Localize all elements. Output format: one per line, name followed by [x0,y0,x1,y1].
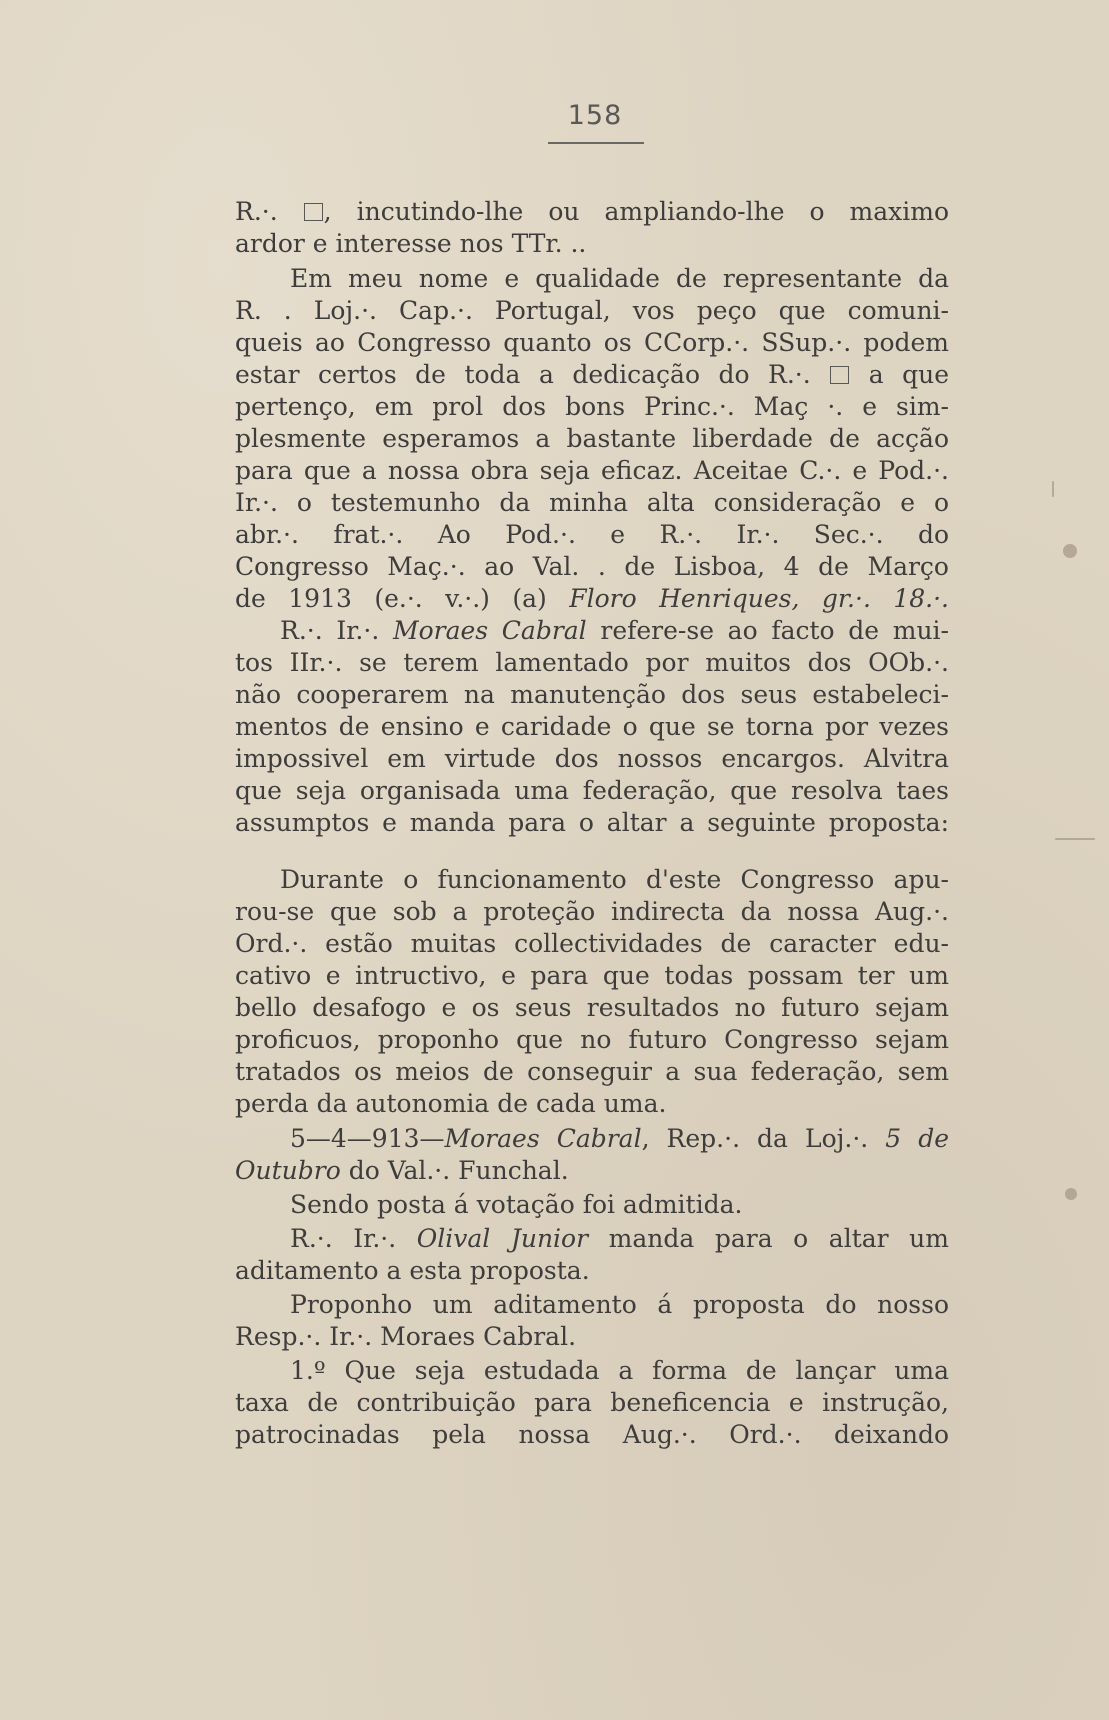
lodge-name-cont: Outubro [235,1156,341,1185]
text-line-23: Ord.·. estão muitas collectividades de caracter edu- [235,929,949,958]
lodge-name: 5 de [885,1124,949,1153]
text-line-32: R.·. Ir.·. Olival Junior manda para o altar um [290,1224,949,1253]
text-line-5: queis ao Congresso quanto os CCorp.·. SSup.·. podem [235,328,949,357]
text-line-15: tos IIr.·. se terem lamentado por muitos dos OOb.·. [235,648,949,677]
signature-name: Floro Henriques, gr.·. 18.·. [569,584,949,613]
text-line-2: ardor e interesse nos TTr. .. [235,229,587,258]
text-line-20: assumptos e manda para o altar a seguinte proposta: [235,808,949,837]
paper-stain [1065,1188,1077,1200]
text-line-1: R.·. , incutindo-lhe ou ampliando-lhe o maximo [235,197,949,226]
text-line-13: de 1913 (e.·. v.·.) (a) Floro Henriques, gr.·. 18.·. [235,584,949,613]
text-line-25: bello desafogo e os seus resultados no futuro sejam [235,993,949,1022]
text-line-4: R. . Loj.·. Cap.·. Portugal, vos peço que comuni- [235,296,949,325]
text-line-17: mentos de ensino e caridade o que se torna por vezes [235,712,949,741]
paper-mark [1052,481,1054,497]
text-line-11: abr.·. frat.·. Ao Pod.·. e R.·. Ir.·. Sec.·. do [235,520,949,549]
paper-stain [1063,544,1077,558]
text-line-6: estar certos de toda a dedicação do R.·. a que [235,360,949,389]
text-line-33: aditamento a esta proposta. [235,1256,590,1285]
text-line-7: pertenço, em prol dos bons Princ.·. Maç ·. e sim- [235,392,949,421]
text-line-16: não cooperarem na manutenção dos seus estabeleci- [235,680,949,709]
text-line-19: que seja organisada uma federação, que resolva taes [235,776,949,805]
text-line-12: Congresso Maç.·. ao Val. . de Lisboa, 4 de Março [235,552,949,581]
text-line-27: tratados os meios de conseguir a sua federação, sem [235,1057,949,1086]
paper-mark [1055,838,1095,840]
lodge-symbol [830,366,849,384]
text-line-21: Durante o funcionamento d'este Congresso apu- [280,865,949,894]
text-line-3: Em meu nome e qualidade de representante da [290,264,949,293]
text-line-36: 1.º Que seja estudada a forma de lançar uma [290,1356,949,1385]
page-number-rule [548,142,644,144]
speaker-name: Moraes Cabral [392,616,587,645]
text-line-8: plesmente esperamos a bastante liberdade de acção [235,424,949,453]
text-line-29: 5—4—913—Moraes Cabral, Rep.·. da Loj.·. 5 de [290,1124,949,1153]
text-line-18: impossivel em virtude dos nossos encargos. Alvitra [235,744,949,773]
text-line-28: perda da autonomia de cada uma. [235,1089,667,1118]
text-line-9: para que a nossa obra seja eficaz. Aceitae C.·. e Pod.·. [235,456,949,485]
text-line-22: rou-se que sob a proteção indirecta da nossa Aug.·. [235,897,949,926]
text-line-38: patrocinadas pela nossa Aug.·. Ord.·. deixando [235,1420,949,1449]
lodge-symbol [304,203,323,221]
speaker-name: Olival Junior [416,1224,589,1253]
text-line-26: proficuos, proponho que no futuro Congresso sejam [235,1025,949,1054]
text-line-30: Outubro do Val.·. Funchal. [235,1156,569,1185]
text-line-24: cativo e intructivo, e para que todas possam ter um [235,961,949,990]
text-line-14: R.·. Ir.·. Moraes Cabral refere-se ao facto de mui- [280,616,949,645]
page-number: 158 [567,100,623,131]
proposer-name: Moraes Cabral [444,1124,642,1153]
text-line-37: taxa de contribuição para beneficencia e instrução, [235,1388,949,1417]
text-line-35: Resp.·. Ir.·. Moraes Cabral. [235,1322,577,1351]
text-line-10: Ir.·. o testemunho da minha alta consideração e o [235,488,949,517]
text-line-31: Sendo posta á votação foi admitida. [290,1190,743,1219]
text-line-34: Proponho um aditamento á proposta do nosso [290,1290,949,1319]
